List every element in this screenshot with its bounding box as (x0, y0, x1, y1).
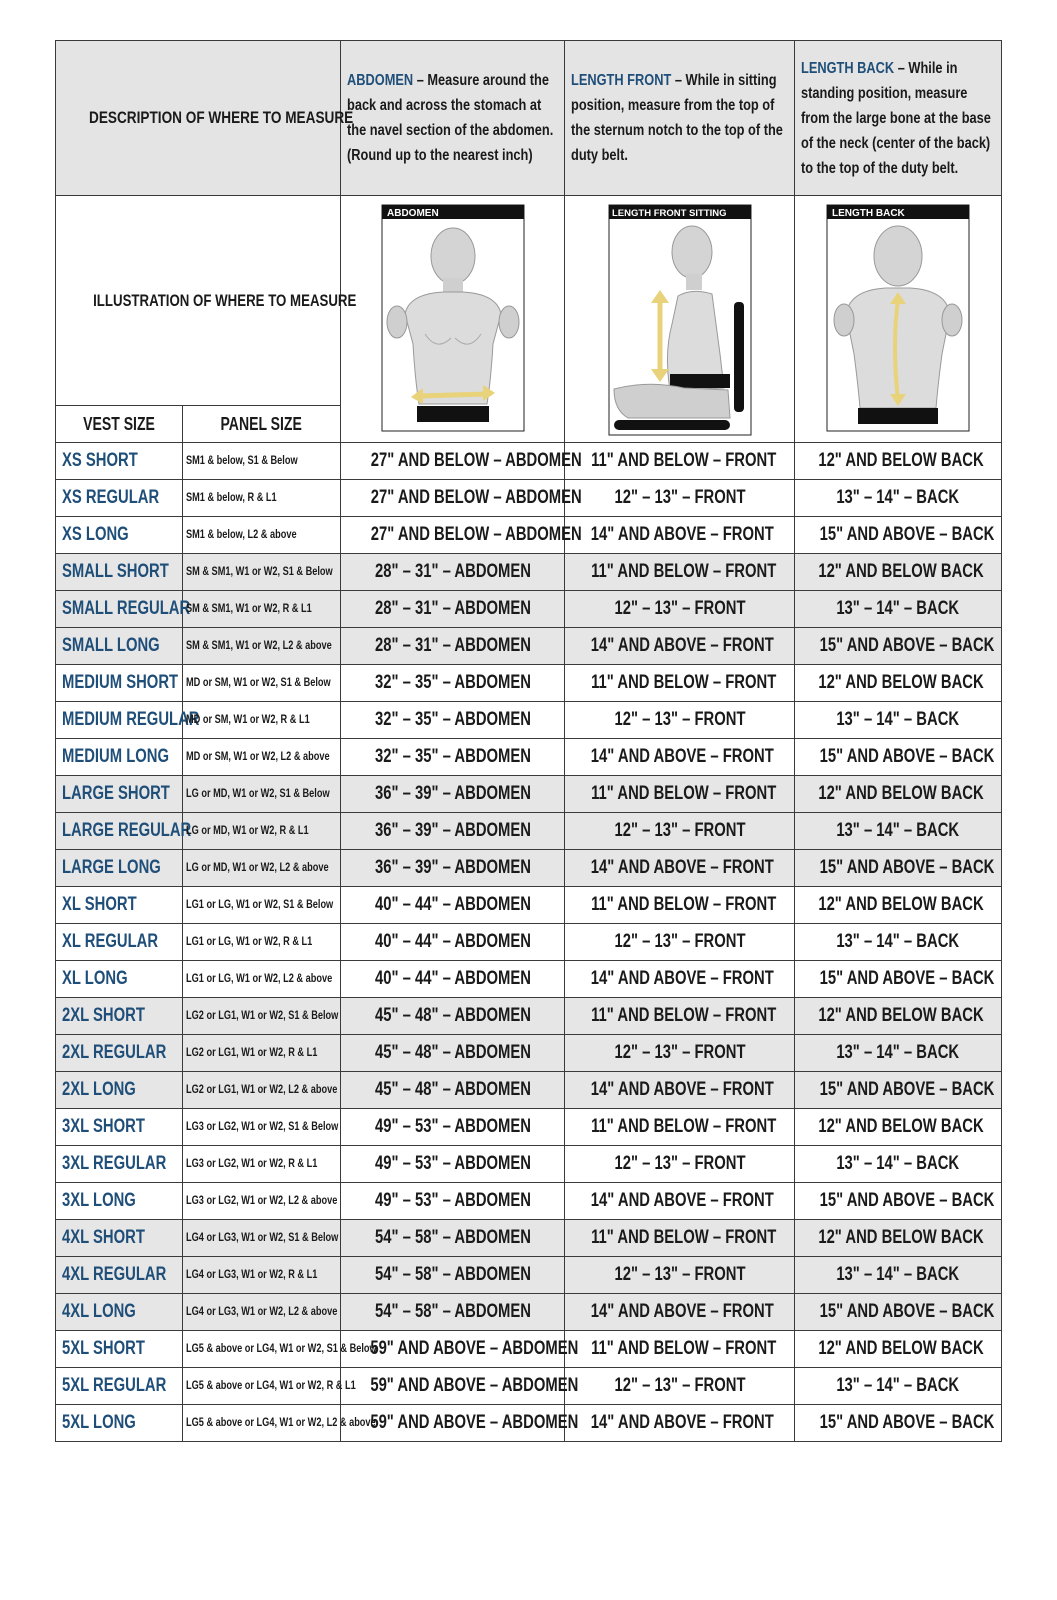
abdomen-cell: 36" – 39" – ABDOMEN (341, 813, 565, 850)
length-front-keyword: LENGTH FRONT (571, 72, 672, 89)
size-row (56, 1405, 1002, 1442)
vest-size-header: VEST SIZE (56, 406, 183, 443)
panel-size-cell: LG1 or LG, W1 or W2, S1 & Below (183, 887, 341, 924)
abdomen-cell: 28" – 31" – ABDOMEN (341, 628, 565, 665)
vest-size-cell: 2XL LONG (56, 1072, 183, 1109)
back-mannequin-icon (826, 204, 970, 432)
length-front-cell: 11" AND BELOW – FRONT (565, 554, 795, 591)
vest-size-cell: SMALL SHORT (56, 554, 183, 591)
length-back-cell: 13" – 14" – BACK (795, 1368, 1002, 1405)
abdomen-text: – Measure around the back and across the stomach at the navel section of the abdomen. (Round up to the nearest inch) (347, 72, 554, 164)
abdomen-illustration-cell (341, 196, 565, 443)
length-front-cell: 12" – 13" – FRONT (565, 1146, 795, 1183)
abdomen-cell: 40" – 44" – ABDOMEN (341, 961, 565, 998)
panel-size-cell: LG2 or LG1, W1 or W2, R & L1 (183, 1035, 341, 1072)
length-front-text: – While in sitting position, measure from the top of the sternum notch to the top of the duty belt. (571, 72, 783, 164)
size-row (56, 998, 1002, 1035)
size-row (56, 850, 1002, 887)
length-front-illustration-title: LENGTH FRONT SITTING (611, 208, 727, 219)
length-back-cell: 15" AND ABOVE – BACK (795, 961, 1002, 998)
panel-size-cell: LG5 & above or LG4, W1 or W2, R & L1 (183, 1368, 341, 1405)
abdomen-cell: 49" – 53" – ABDOMEN (341, 1109, 565, 1146)
length-front-cell: 14" AND ABOVE – FRONT (565, 1183, 795, 1220)
length-front-cell: 14" AND ABOVE – FRONT (565, 739, 795, 776)
length-back-cell: 15" AND ABOVE – BACK (795, 517, 1002, 554)
length-back-description (795, 41, 1002, 196)
panel-size-cell: SM1 & below, L2 & above (183, 517, 341, 554)
length-front-cell: 11" AND BELOW – FRONT (565, 1109, 795, 1146)
length-front-cell: 12" – 13" – FRONT (565, 480, 795, 517)
abdomen-cell: 27" AND BELOW – ABDOMEN (341, 480, 565, 517)
vest-size-cell: 5XL LONG (56, 1405, 183, 1442)
description-label: DESCRIPTION OF WHERE TO MEASURE (89, 108, 354, 127)
vest-size-cell: MEDIUM LONG (56, 739, 183, 776)
panel-size-cell: LG3 or LG2, W1 or W2, S1 & Below (183, 1109, 341, 1146)
length-back-cell: 12" AND BELOW BACK (795, 554, 1002, 591)
abdomen-cell: 49" – 53" – ABDOMEN (341, 1146, 565, 1183)
size-row (56, 591, 1002, 628)
abdomen-keyword: ABDOMEN (347, 72, 414, 89)
panel-size-cell: LG4 or LG3, W1 or W2, R & L1 (183, 1257, 341, 1294)
abdomen-cell: 54" – 58" – ABDOMEN (341, 1257, 565, 1294)
panel-size-header: PANEL SIZE (183, 406, 341, 443)
size-rows (56, 443, 1002, 1442)
size-row (56, 554, 1002, 591)
length-front-cell: 14" AND ABOVE – FRONT (565, 517, 795, 554)
panel-size-cell: LG3 or LG2, W1 or W2, R & L1 (183, 1146, 341, 1183)
size-chart (55, 40, 1001, 1465)
vest-size-cell: 3XL SHORT (56, 1109, 183, 1146)
size-row (56, 961, 1002, 998)
length-front-cell: 12" – 13" – FRONT (565, 813, 795, 850)
length-front-cell: 14" AND ABOVE – FRONT (565, 628, 795, 665)
size-row (56, 1331, 1002, 1368)
length-back-cell: 12" AND BELOW BACK (795, 776, 1002, 813)
vest-size-cell: LARGE REGULAR (56, 813, 183, 850)
panel-size-cell: SM1 & below, S1 & Below (183, 443, 341, 480)
size-row (56, 480, 1002, 517)
abdomen-cell: 45" – 48" – ABDOMEN (341, 1035, 565, 1072)
vest-size-cell: XL REGULAR (56, 924, 183, 961)
abdomen-cell: 32" – 35" – ABDOMEN (341, 739, 565, 776)
panel-size-cell: LG1 or LG, W1 or W2, R & L1 (183, 924, 341, 961)
vest-size-cell: 4XL SHORT (56, 1220, 183, 1257)
abdomen-mannequin-icon (381, 204, 525, 432)
abdomen-cell: 54" – 58" – ABDOMEN (341, 1294, 565, 1331)
vest-size-cell: XL SHORT (56, 887, 183, 924)
abdomen-cell: 45" – 48" – ABDOMEN (341, 998, 565, 1035)
panel-size-cell: LG3 or LG2, W1 or W2, L2 & above (183, 1183, 341, 1220)
length-front-cell: 11" AND BELOW – FRONT (565, 1220, 795, 1257)
panel-size-cell: LG2 or LG1, W1 or W2, S1 & Below (183, 998, 341, 1035)
vest-size-cell: 2XL REGULAR (56, 1035, 183, 1072)
length-front-description (565, 41, 795, 196)
length-front-cell: 11" AND BELOW – FRONT (565, 443, 795, 480)
length-back-text: – While in standing position, measure from the large bone at the base of the neck (center of the back) to the top of the duty belt. (801, 59, 991, 177)
vest-size-cell: 5XL REGULAR (56, 1368, 183, 1405)
panel-size-cell: LG5 & above or LG4, W1 or W2, S1 & Below (183, 1331, 341, 1368)
length-back-cell: 15" AND ABOVE – BACK (795, 1072, 1002, 1109)
length-front-cell: 12" – 13" – FRONT (565, 924, 795, 961)
size-row (56, 776, 1002, 813)
abdomen-cell: 45" – 48" – ABDOMEN (341, 1072, 565, 1109)
size-row (56, 1072, 1002, 1109)
size-row (56, 665, 1002, 702)
length-front-cell: 11" AND BELOW – FRONT (565, 998, 795, 1035)
length-back-cell: 15" AND ABOVE – BACK (795, 1405, 1002, 1442)
abdomen-cell: 32" – 35" – ABDOMEN (341, 702, 565, 739)
vest-size-cell: XS SHORT (56, 443, 183, 480)
length-front-cell: 11" AND BELOW – FRONT (565, 665, 795, 702)
length-front-cell: 11" AND BELOW – FRONT (565, 887, 795, 924)
panel-size-cell: LG4 or LG3, W1 or W2, L2 & above (183, 1294, 341, 1331)
size-row (56, 443, 1002, 480)
length-back-cell: 13" – 14" – BACK (795, 1257, 1002, 1294)
length-back-cell: 15" AND ABOVE – BACK (795, 850, 1002, 887)
size-row (56, 1183, 1002, 1220)
abdomen-cell: 32" – 35" – ABDOMEN (341, 665, 565, 702)
abdomen-cell: 27" AND BELOW – ABDOMEN (341, 443, 565, 480)
vest-size-cell: LARGE SHORT (56, 776, 183, 813)
panel-size-cell: LG4 or LG3, W1 or W2, S1 & Below (183, 1220, 341, 1257)
length-back-illustration-title: LENGTH BACK (832, 208, 905, 219)
length-front-cell: 14" AND ABOVE – FRONT (565, 1072, 795, 1109)
illustration-label-cell (56, 196, 357, 406)
vest-size-cell: SMALL LONG (56, 628, 183, 665)
vest-size-cell: XS LONG (56, 517, 183, 554)
abdomen-cell: 28" – 31" – ABDOMEN (341, 591, 565, 628)
length-front-cell: 12" – 13" – FRONT (565, 1368, 795, 1405)
length-back-cell: 13" – 14" – BACK (795, 1146, 1002, 1183)
length-back-cell: 12" AND BELOW BACK (795, 1331, 1002, 1368)
vest-size-cell: 3XL LONG (56, 1183, 183, 1220)
length-back-cell: 15" AND ABOVE – BACK (795, 628, 1002, 665)
length-back-cell: 13" – 14" – BACK (795, 1035, 1002, 1072)
panel-size-cell: SM & SM1, W1 or W2, L2 & above (183, 628, 341, 665)
abdomen-cell: 59" AND ABOVE – ABDOMEN (341, 1331, 565, 1368)
panel-size-cell: LG or MD, W1 or W2, L2 & above (183, 850, 341, 887)
abdomen-illustration-title: ABDOMEN (386, 208, 439, 219)
abdomen-cell: 59" AND ABOVE – ABDOMEN (341, 1405, 565, 1442)
length-back-cell: 15" AND ABOVE – BACK (795, 1294, 1002, 1331)
panel-size-cell: SM & SM1, W1 or W2, R & L1 (183, 591, 341, 628)
size-row (56, 628, 1002, 665)
length-back-cell: 12" AND BELOW BACK (795, 887, 1002, 924)
size-chart-table (55, 40, 1002, 1442)
panel-size-cell: LG5 & above or LG4, W1 or W2, L2 & above (183, 1405, 341, 1442)
size-row (56, 739, 1002, 776)
vest-size-cell: 3XL REGULAR (56, 1146, 183, 1183)
description-label-cell (56, 41, 354, 196)
length-front-cell: 11" AND BELOW – FRONT (565, 1331, 795, 1368)
vest-size-cell: SMALL REGULAR (56, 591, 183, 628)
size-row (56, 924, 1002, 961)
length-back-cell: 13" – 14" – BACK (795, 924, 1002, 961)
panel-size-cell: SM & SM1, W1 or W2, S1 & Below (183, 554, 341, 591)
length-back-cell: 12" AND BELOW BACK (795, 443, 1002, 480)
length-back-cell: 15" AND ABOVE – BACK (795, 1183, 1002, 1220)
size-row (56, 517, 1002, 554)
abdomen-cell: 54" – 58" – ABDOMEN (341, 1220, 565, 1257)
length-front-illustration-cell (565, 196, 795, 443)
size-row (56, 1257, 1002, 1294)
vest-size-cell: XL LONG (56, 961, 183, 998)
panel-size-cell: MD or SM, W1 or W2, S1 & Below (183, 665, 341, 702)
length-front-cell: 14" AND ABOVE – FRONT (565, 1405, 795, 1442)
length-front-cell: 14" AND ABOVE – FRONT (565, 1294, 795, 1331)
length-front-cell: 14" AND ABOVE – FRONT (565, 961, 795, 998)
size-row (56, 1368, 1002, 1405)
length-front-cell: 12" – 13" – FRONT (565, 1257, 795, 1294)
size-row (56, 1220, 1002, 1257)
abdomen-cell: 40" – 44" – ABDOMEN (341, 924, 565, 961)
abdomen-cell: 49" – 53" – ABDOMEN (341, 1183, 565, 1220)
length-back-cell: 13" – 14" – BACK (795, 813, 1002, 850)
length-back-cell: 12" AND BELOW BACK (795, 1220, 1002, 1257)
size-row (56, 1294, 1002, 1331)
size-row (56, 813, 1002, 850)
length-back-cell: 15" AND ABOVE – BACK (795, 739, 1002, 776)
length-front-cell: 12" – 13" – FRONT (565, 702, 795, 739)
vest-size-cell: LARGE LONG (56, 850, 183, 887)
length-back-cell: 12" AND BELOW BACK (795, 665, 1002, 702)
length-back-cell: 12" AND BELOW BACK (795, 998, 1002, 1035)
vest-size-cell: MEDIUM SHORT (56, 665, 183, 702)
illustration-label: ILLUSTRATION OF WHERE TO MEASURE (93, 290, 357, 310)
length-back-cell: 12" AND BELOW BACK (795, 1109, 1002, 1146)
panel-size-cell: LG2 or LG1, W1 or W2, L2 & above (183, 1072, 341, 1109)
abdomen-cell: 36" – 39" – ABDOMEN (341, 776, 565, 813)
panel-size-cell: MD or SM, W1 or W2, R & L1 (183, 702, 341, 739)
panel-size-cell: LG1 or LG, W1 or W2, L2 & above (183, 961, 341, 998)
size-row (56, 1109, 1002, 1146)
size-row (56, 1146, 1002, 1183)
panel-size-cell: MD or SM, W1 or W2, L2 & above (183, 739, 341, 776)
vest-size-cell: 4XL LONG (56, 1294, 183, 1331)
length-back-keyword: LENGTH BACK (801, 59, 895, 77)
size-row (56, 702, 1002, 739)
length-front-cell: 11" AND BELOW – FRONT (565, 776, 795, 813)
vest-size-cell: MEDIUM REGULAR (56, 702, 183, 739)
length-front-cell: 12" – 13" – FRONT (565, 1035, 795, 1072)
abdomen-cell: 59" AND ABOVE – ABDOMEN (341, 1368, 565, 1405)
panel-size-cell: LG or MD, W1 or W2, S1 & Below (183, 776, 341, 813)
panel-size-cell: LG or MD, W1 or W2, R & L1 (183, 813, 341, 850)
abdomen-cell: 28" – 31" – ABDOMEN (341, 554, 565, 591)
length-back-illustration-cell (795, 196, 1002, 443)
vest-size-cell: 2XL SHORT (56, 998, 183, 1035)
abdomen-cell: 36" – 39" – ABDOMEN (341, 850, 565, 887)
length-back-cell: 13" – 14" – BACK (795, 702, 1002, 739)
vest-size-cell: XS REGULAR (56, 480, 183, 517)
abdomen-description (341, 41, 565, 196)
vest-size-cell: 5XL SHORT (56, 1331, 183, 1368)
sitting-mannequin-icon (608, 204, 752, 436)
abdomen-cell: 27" AND BELOW – ABDOMEN (341, 517, 565, 554)
vest-size-cell: 4XL REGULAR (56, 1257, 183, 1294)
length-front-cell: 14" AND ABOVE – FRONT (565, 850, 795, 887)
length-front-cell: 12" – 13" – FRONT (565, 591, 795, 628)
length-back-cell: 13" – 14" – BACK (795, 591, 1002, 628)
size-row (56, 887, 1002, 924)
panel-size-cell: SM1 & below, R & L1 (183, 480, 341, 517)
abdomen-cell: 40" – 44" – ABDOMEN (341, 887, 565, 924)
size-row (56, 1035, 1002, 1072)
length-back-cell: 13" – 14" – BACK (795, 480, 1002, 517)
